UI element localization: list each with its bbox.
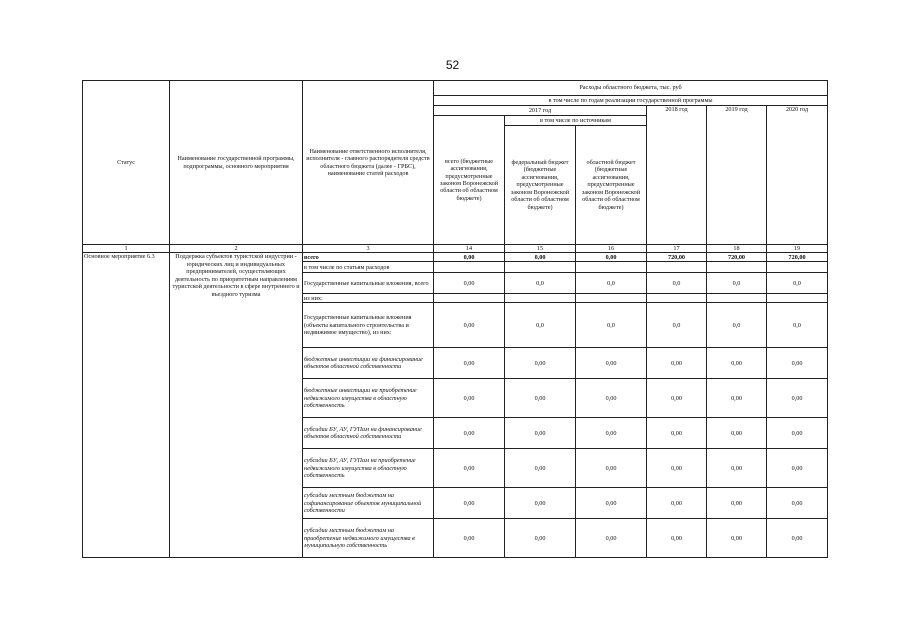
value-cell: 0,00 <box>505 253 576 262</box>
col-number: 1 <box>83 245 170 253</box>
value-cell: 0,00 <box>505 449 576 488</box>
value-cell <box>707 294 767 303</box>
value-cell: 0,00 <box>767 449 828 488</box>
value-cell: 0,00 <box>434 519 505 558</box>
value-cell: 0,00 <box>647 379 707 418</box>
header-program-name: Наименование государственной программы, подпрограммы, основного мероприятия <box>170 81 303 245</box>
row-label: из них: <box>303 294 434 303</box>
value-cell: 0,0 <box>576 303 647 348</box>
value-cell: 0,00 <box>434 303 505 348</box>
header-2019: 2019 год <box>707 106 767 245</box>
value-cell <box>576 262 647 273</box>
budget-table <box>82 80 828 558</box>
value-cell: 0,00 <box>576 488 647 519</box>
header-2017: 2017 год <box>434 106 647 116</box>
row-label: субсидии БУ, АУ, ГУПам на финансирование объектов областной собственности <box>303 418 434 449</box>
col-number: 16 <box>576 245 647 253</box>
col-number: 15 <box>505 245 576 253</box>
row-label: Государственные капитальные вложения, всего <box>303 273 434 294</box>
value-cell: 0,00 <box>505 348 576 379</box>
header-federal-col: федеральный бюджет (бюджетные ассигнования, предусмотренные законом Воронежской области об областном бюджете) <box>505 126 576 245</box>
row-label: субсидии БУ, АУ, ГУПам на приобретение недвижимого имущества в областную собственность <box>303 449 434 488</box>
value-cell <box>767 262 828 273</box>
value-cell <box>647 294 707 303</box>
value-cell: 0,0 <box>576 273 647 294</box>
header-regional-col: областной бюджет (бюджетные ассигнования, предусмотренные законом Воронежской области об областном бюджете) <box>576 126 647 245</box>
value-cell: 0,00 <box>576 348 647 379</box>
value-cell: 0,0 <box>707 273 767 294</box>
value-cell: 0,00 <box>505 379 576 418</box>
value-cell: 0,00 <box>647 418 707 449</box>
value-cell: 0,00 <box>767 488 828 519</box>
row-label: бюджетные инвестиции на финансирование объектов областной собственности <box>303 348 434 379</box>
row-label: Государственные капитальные вложения (объекты капитального строительства и недвижимое имущество), из них: <box>303 303 434 348</box>
header-2018: 2018 год <box>647 106 707 245</box>
header-2020: 2020 год <box>767 106 828 245</box>
header-total-col: всего (бюджетные ассигнования, предусмотренные законом Воронежской области об областном бюджете) <box>434 116 505 245</box>
header-by-years: в том числе по годам реализации государственной программы <box>434 96 828 106</box>
value-cell <box>434 262 505 273</box>
value-cell: 0,0 <box>767 303 828 348</box>
value-cell <box>576 294 647 303</box>
value-cell: 0,0 <box>647 303 707 348</box>
value-cell: 0,0 <box>505 273 576 294</box>
value-cell: 0,00 <box>576 449 647 488</box>
value-cell: 0,00 <box>767 418 828 449</box>
value-cell: 0,00 <box>434 253 505 262</box>
col-number: 19 <box>767 245 828 253</box>
value-cell: 0,0 <box>767 273 828 294</box>
value-cell: 0,00 <box>576 418 647 449</box>
value-cell: 0,00 <box>434 273 505 294</box>
row-label: субсидии местным бюджетам на приобретение недвижимого имущества в муниципальную собственность <box>303 519 434 558</box>
value-cell <box>505 262 576 273</box>
table-row <box>83 253 828 262</box>
program-cell: Поддержка субъектов туристской индустрии - юридических лиц и индивидуальных предпринимателей, осуществляющих деятельность по приоритетным направлениям туристской деятельности в сфере внутреннего и въездного туризма <box>170 253 303 558</box>
row-label: бюджетные инвестиции на приобретение недвижимого имущества в областную собственность <box>303 379 434 418</box>
value-cell: 0,00 <box>707 379 767 418</box>
value-cell: 0,00 <box>647 488 707 519</box>
value-cell: 0,00 <box>767 379 828 418</box>
value-cell: 0,00 <box>434 449 505 488</box>
value-cell: 720,00 <box>647 253 707 262</box>
value-cell <box>767 294 828 303</box>
value-cell: 0,00 <box>707 519 767 558</box>
value-cell: 0,0 <box>505 303 576 348</box>
header-by-sources: в том числе по источникам <box>505 116 647 126</box>
value-cell: 0,00 <box>434 418 505 449</box>
row-label: в том числе по статьям расходов <box>303 262 434 273</box>
value-cell: 0,00 <box>576 519 647 558</box>
col-number: 17 <box>647 245 707 253</box>
value-cell <box>434 294 505 303</box>
value-cell <box>505 294 576 303</box>
value-cell: 720,00 <box>767 253 828 262</box>
value-cell: 0,0 <box>647 273 707 294</box>
value-cell: 0,00 <box>647 449 707 488</box>
value-cell: 720,00 <box>707 253 767 262</box>
value-cell: 0,00 <box>505 488 576 519</box>
value-cell: 0,00 <box>707 418 767 449</box>
value-cell: 0,00 <box>576 379 647 418</box>
value-cell: 0,00 <box>707 348 767 379</box>
value-cell: 0,00 <box>576 253 647 262</box>
value-cell: 0,00 <box>767 519 828 558</box>
col-number: 3 <box>303 245 434 253</box>
value-cell: 0,00 <box>707 488 767 519</box>
value-cell: 0,00 <box>434 379 505 418</box>
header-executor: Наименование ответственного исполнителя, исполнителя - главного распорядителя средств областного бюджета (далее - ГРБС), наименование статей расходов <box>303 81 434 245</box>
status-cell: Основное мероприятие 6.3 <box>83 253 170 558</box>
value-cell: 0,00 <box>434 348 505 379</box>
value-cell: 0,00 <box>647 348 707 379</box>
row-label: всего <box>303 253 434 262</box>
value-cell <box>707 262 767 273</box>
col-number: 14 <box>434 245 505 253</box>
row-label: субсидии местным бюджетам на софинансирование объектов муниципальной собственности <box>303 488 434 519</box>
header-expenses: Расходы областного бюджета, тыс. руб <box>434 81 828 96</box>
value-cell: 0,00 <box>434 488 505 519</box>
value-cell: 0,0 <box>707 303 767 348</box>
col-number: 2 <box>170 245 303 253</box>
value-cell: 0,00 <box>767 348 828 379</box>
value-cell: 0,00 <box>505 418 576 449</box>
page-number: 52 <box>445 58 460 72</box>
header-status: Статус <box>83 81 170 245</box>
value-cell: 0,00 <box>505 519 576 558</box>
col-number: 18 <box>707 245 767 253</box>
value-cell <box>647 262 707 273</box>
column-number-row <box>83 245 828 253</box>
value-cell: 0,00 <box>647 519 707 558</box>
value-cell: 0,00 <box>707 449 767 488</box>
